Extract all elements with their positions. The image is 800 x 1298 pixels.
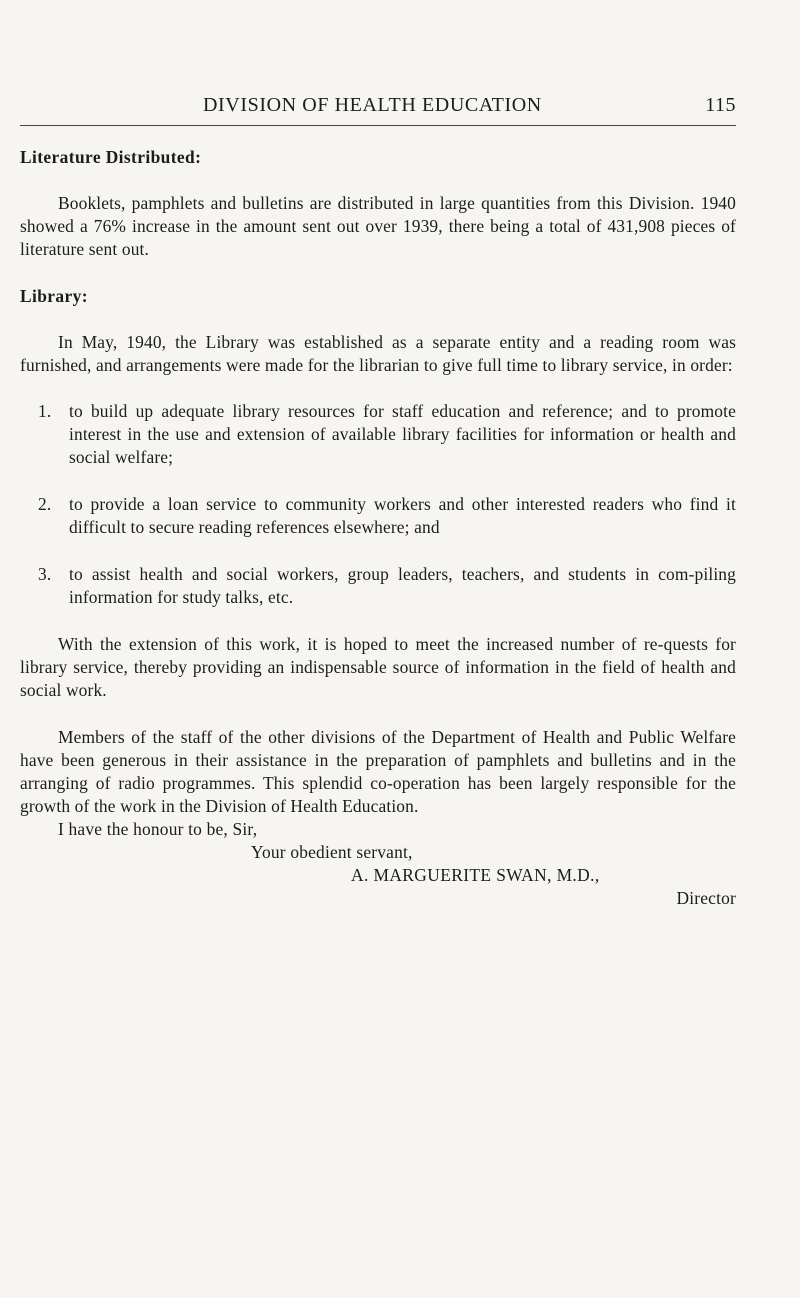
- literature-heading: Literature Distributed:: [20, 147, 202, 167]
- header-rule: [20, 125, 736, 126]
- list-item-text: to provide a loan service to community workers and other interested readers who find it difficult to secure reading references elsewhere; and: [69, 494, 736, 537]
- library-aims-list: [20, 400, 736, 609]
- page-number: 115: [705, 94, 736, 116]
- running-title: DIVISION OF HEALTH EDUCATION: [203, 94, 542, 116]
- list-item: [20, 400, 736, 469]
- extension-paragraph: With the extension of this work, it is hoped to meet the increased number of re-quests for library service, thereby providing an indispensable source of information in the field of health and social work.: [20, 634, 736, 700]
- list-item-number: 3.: [38, 564, 52, 584]
- valediction: Your obedient servant,: [251, 842, 413, 862]
- list-item: [20, 493, 736, 539]
- list-item-text: to assist health and social workers, group leaders, teachers, and students in com-piling information for study talks, etc.: [69, 564, 736, 607]
- list-item-number: 2.: [38, 494, 52, 514]
- library-intro-paragraph: In May, 1940, the Library was established as a separate entity and a reading room was furnished, and arrangements were made for the librarian to give full time to library service, in order:: [20, 332, 736, 375]
- literature-paragraph: Booklets, pamphlets and bulletins are distributed in large quantities from this Division. 1940 showed a 76% increase in the amount sent out over 1939, there being a total of 431,908 pieces of literature sent out.: [20, 193, 736, 259]
- library-heading: Library:: [20, 286, 88, 306]
- list-item: [20, 563, 736, 609]
- members-paragraph: Members of the staff of the other divisions of the Department of Health and Public Welfare have been generous in their assistance in the preparation of pamphlets and bulletins and in the arranging of radio programmes. This splendid co-operation has been largely responsible for the growth of the work in the Division of Health Education.: [20, 727, 736, 816]
- salutation: I have the honour to be, Sir,: [58, 819, 258, 839]
- list-item-number: 1.: [38, 401, 52, 421]
- running-header: [20, 94, 736, 122]
- signer-name: A. MARGUERITE SWAN, M.D.,: [351, 865, 600, 885]
- page-body: [20, 146, 736, 910]
- list-item-text: to build up adequate library resources for staff education and reference; and to promote interest in the use and extension of available library facilities for information or health and social welfare;: [69, 401, 736, 467]
- signer-title: Director: [676, 888, 736, 908]
